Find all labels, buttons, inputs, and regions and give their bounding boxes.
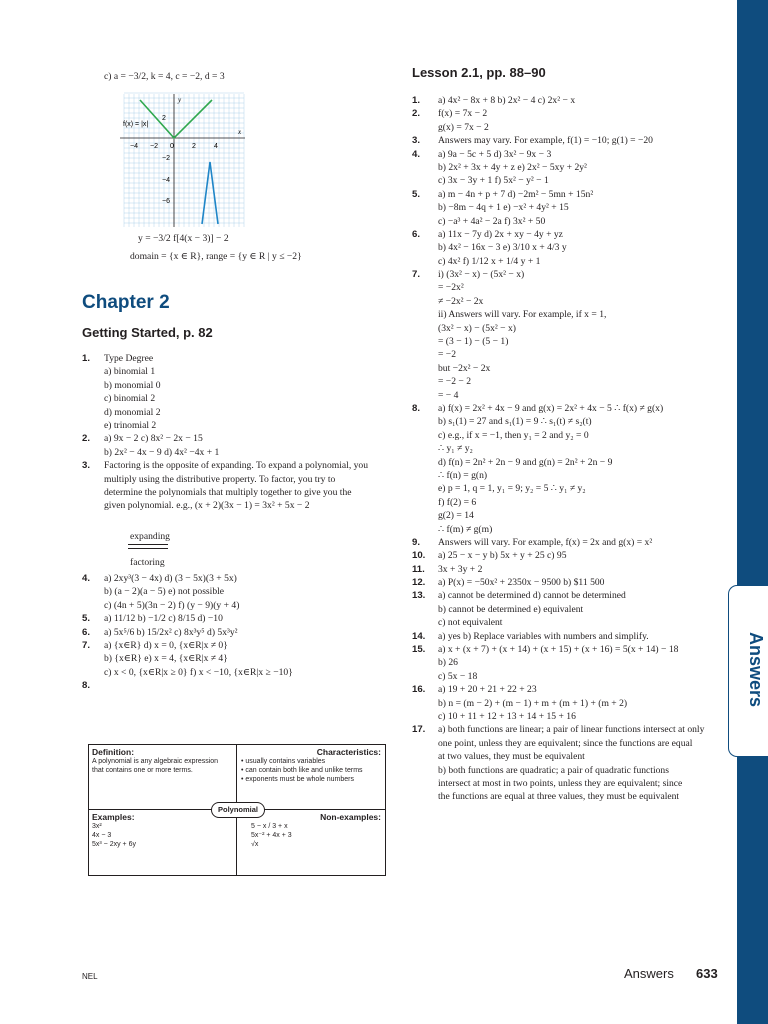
answer-row (412, 362, 732, 375)
answer-text: ∴ y₁ ≠ y₂ (438, 443, 473, 455)
fx-label: f(x) = |x| (123, 121, 149, 128)
question-number: 3. (412, 135, 421, 147)
question-number: 2. (82, 433, 91, 445)
answer-row (412, 375, 732, 388)
answer-text: a) binomial 1 (104, 366, 156, 378)
answer-text: b) {x∈R} e) x = 4, {x∈R|x ≠ 4} (104, 653, 228, 665)
y-axis-label: y (178, 96, 182, 104)
answer-row (82, 612, 392, 625)
answer-row (82, 365, 392, 378)
question-number: 1. (82, 353, 91, 364)
x-tick-label: 4 (214, 143, 218, 150)
answer-text: a) 2xy³(3 − 4x) d) (3 − 5x)(3 + 5x) (104, 573, 237, 584)
answer-row (412, 456, 732, 469)
answer-row (412, 616, 732, 629)
question-number: 7. (412, 269, 421, 281)
answer-row (412, 630, 732, 643)
answer-text: f(x) = 7x − 2 (438, 108, 488, 120)
answer-text: b) −8m − 4q + 1 e) −x² + 4y² + 15 (438, 202, 569, 214)
answer-row (82, 666, 392, 679)
frayer-line: √x (251, 841, 259, 848)
frayer-line: 5x³ − 2xy + 6y (92, 841, 136, 848)
answer-row (412, 496, 732, 509)
answer-row (412, 134, 732, 147)
polynomial-center: Polynomial (211, 802, 265, 818)
answer-row (412, 603, 732, 616)
answer-text: g(2) = 14 (438, 510, 474, 522)
frayer-line: that contains one or more terms. (92, 767, 193, 774)
question-number: 6. (82, 626, 91, 638)
answer-text: e) p = 1, q = 1, y₁ = 9; y₂ = 5 ∴ y₁ ≠ y₂ (438, 483, 586, 495)
answer-text: ii) Answers will vary. For example, if x = 1, (438, 309, 607, 321)
answer-row (412, 576, 732, 589)
characteristics-quadrant (241, 748, 381, 784)
answer-row (412, 148, 732, 161)
answer-row (82, 585, 392, 598)
answer-row (412, 750, 732, 763)
answer-text: a) yes b) Replace variables with numbers and simplify. (438, 630, 649, 642)
question-number: 9. (412, 536, 421, 548)
answer-text: = −2 (438, 349, 457, 361)
question-number: 11. (412, 563, 425, 575)
sidebar-band (737, 0, 768, 1024)
question-number: 7. (82, 639, 91, 651)
answer-text: ∴ f(n) = g(n) (438, 469, 488, 481)
definition-title: Definition: (92, 747, 135, 757)
answer-row (412, 228, 732, 241)
question-number: 8. (412, 402, 421, 414)
answer-row (412, 589, 732, 602)
answer-text: c) binomial 2 (104, 393, 156, 405)
question-number: 10. (412, 550, 426, 562)
question-number: 5. (82, 613, 91, 625)
answer-text: b) s₁(1) = 27 and s₁(1) = 9 ∴ s₁(t) ≠ s₂(t) (438, 416, 592, 428)
answer-text: c) e.g., if x = −1, then y₁ = 2 and y₂ = 0 (438, 429, 589, 441)
answer-text: = (3 − 1) − (5 − 1) (438, 336, 509, 348)
answer-text: Answers may vary. For example, f(1) = −10; g(1) = −20 (438, 135, 653, 147)
answer-row (82, 499, 392, 512)
answer-text: c) (4n + 5)(3n − 2) f) (y − 9)(y + 4) (104, 599, 240, 611)
answer-row (412, 255, 732, 268)
answer-text: g(x) = 7x − 2 (438, 121, 489, 133)
y-tick-label: 2 (162, 115, 166, 122)
answer-text: multiply using the distributive property. To factor, you try to (104, 473, 336, 485)
equation-label: y = −3/2 f[4(x − 3)] − 2 (138, 233, 229, 244)
answer-text: one point, unless they are equivalent; since the functions are equal (438, 737, 693, 749)
answer-text: b) 26 (438, 657, 458, 669)
answer-text: c) 10 + 11 + 12 + 13 + 14 + 15 + 16 (438, 710, 576, 722)
answer-text: b) 4x² − 16x − 3 e) 3/10 x + 4/3 y (438, 242, 567, 254)
answer-row (412, 201, 732, 214)
answer-row (82, 639, 392, 652)
answer-row (82, 473, 392, 486)
answer-row (412, 549, 732, 562)
answer-text: a) 5x⁵/6 b) 15/2x² c) 8x³y⁵ d) 5x³y² (104, 626, 238, 638)
frayer-model (88, 744, 386, 876)
answer-text: c) x < 0, {x∈R|x ≥ 0} f) x < −10, {x∈R|x ≥ −10} (104, 666, 293, 678)
question-number: 5. (412, 188, 421, 200)
answer-row (412, 215, 732, 228)
non-examples-quadrant (241, 813, 381, 849)
factoring-text: factoring (130, 557, 165, 568)
answer-text: b) (a − 2)(a − 5) e) not possible (104, 586, 225, 598)
answer-row (412, 107, 732, 120)
chapter-title: Chapter 2 (82, 292, 170, 313)
answer-row (412, 683, 732, 696)
answer-text: (3x² − x) − (5x² − x) (438, 322, 516, 334)
answer-text: b) both functions are quadratic; a pair of quadratic functions (438, 764, 669, 776)
answer-row (412, 482, 732, 495)
answer-text: a) 4x² − 8x + 8 b) 2x² − 4 c) 2x² − x (438, 95, 576, 106)
frayer-line: 3x² (92, 823, 102, 830)
answer-text: ≠ −2x² − 2x (438, 295, 484, 307)
answer-row (412, 335, 732, 348)
frayer-line: • usually contains variables (241, 758, 326, 765)
x-tick-label: 2 (192, 143, 196, 150)
x-tick-label: −4 (130, 143, 138, 150)
answer-text: given polynomial. e.g., (x + 2)(3x − 1) = 3x² + 5x − 2 (104, 500, 310, 512)
answer-row (412, 723, 732, 736)
answer-text: ∴ f(m) ≠ g(m) (438, 523, 493, 535)
answer-text: c) a = −3/2, k = 4, c = −2, d = 3 (104, 71, 225, 82)
question-number: 3. (82, 460, 91, 472)
answer-text: a) m − 4n + p + 7 d) −2m² − 5mn + 15n² (438, 188, 594, 200)
lesson-answers-list (412, 94, 732, 804)
answer-row (412, 348, 732, 361)
answer-row (412, 536, 732, 549)
answer-text: a) 9x − 2 c) 8x² − 2x − 15 (104, 433, 203, 445)
footer-page-number: 633 (696, 966, 718, 981)
answer-row (82, 419, 392, 432)
answer-text: a) 9a − 5c + 5 d) 3x² − 9x − 3 (438, 148, 552, 160)
answer-text: a) both functions are linear; a pair of linear functions intersect at only (438, 724, 705, 736)
answer-row (412, 241, 732, 254)
answer-row (82, 679, 392, 692)
answer-text: the functions are equal at three values, they must be equivalent (438, 791, 680, 803)
footer-nel: NEL (82, 972, 98, 981)
answer-row (82, 432, 392, 445)
answer-row (82, 352, 392, 365)
frayer-line: 4x − 3 (92, 832, 112, 839)
answer-text: but −2x² − 2x (438, 362, 491, 374)
answer-text: d) f(n) = 2n² + 2n − 9 and g(n) = 2n² + 2n − 9 (438, 456, 613, 468)
x-axis-label: x (238, 128, 242, 136)
question-number: 14. (412, 630, 426, 642)
answer-text: c) 5x − 18 (438, 670, 478, 682)
question-number: 12. (412, 577, 426, 589)
answer-row (412, 389, 732, 402)
question-number: 6. (412, 228, 421, 240)
question-number: 8. (82, 680, 91, 692)
characteristics-title: Characteristics: (316, 747, 381, 757)
answer-text: determine the polynomials that multiply together to give you the (104, 486, 352, 498)
answer-text: b) cannot be determined e) equivalent (438, 603, 584, 615)
answer-row (412, 161, 732, 174)
answer-row (412, 174, 732, 187)
answer-row (412, 509, 732, 522)
answer-row (82, 572, 392, 585)
answer-text: a) P(x) = −50x² + 2350x − 9500 b) $11 500 (438, 577, 605, 589)
answer-text: d) monomial 2 (104, 406, 161, 418)
answer-text: = −2x² (438, 282, 464, 294)
answer-text: b) n = (m − 2) + (m − 1) + m + (m + 1) + (m + 2) (438, 697, 628, 709)
question-number: 1. (412, 95, 421, 106)
answer-row (412, 563, 732, 576)
question-number: 16. (412, 684, 426, 696)
getting-started-list-2 (82, 572, 392, 693)
answer-row (412, 429, 732, 442)
answer-row (412, 523, 732, 536)
answer-text: intersect at most in two points, unless they are equivalent; since (438, 777, 683, 789)
graph-equation (138, 232, 229, 245)
expanding-text: expanding (130, 531, 170, 542)
question-number: 2. (412, 108, 421, 120)
answer-row (412, 121, 732, 134)
y-tick-label: −4 (162, 177, 170, 184)
answer-row (82, 486, 392, 499)
question-number: 4. (412, 148, 421, 160)
answer-row (412, 442, 732, 455)
answer-text: = −2 − 2 (438, 376, 472, 388)
answer-row (412, 281, 732, 294)
answer-text: Type Degree (104, 353, 154, 364)
answer-text: a) 11x − 7y d) 2x + xy − 4y + yz (438, 228, 563, 240)
answer-text: Answers will vary. For example, f(x) = 2x and g(x) = x² (438, 536, 653, 548)
answer-row (412, 268, 732, 281)
answer-row (412, 308, 732, 321)
answer-text: c) 3x − 3y + 1 f) 5x² − y² − 1 (438, 175, 549, 187)
answer-row (82, 459, 392, 472)
answer-row (412, 790, 732, 803)
answer-row (412, 670, 732, 683)
factoring-label (130, 556, 165, 569)
answer-text: b) monomial 0 (104, 379, 161, 391)
answer-text: a) cannot be determined d) cannot be determined (438, 590, 626, 602)
domain-text: domain = {x ∈ R}, range = {y ∈ R | y ≤ −2} (130, 251, 302, 262)
answer-text: a) x + (x + 7) + (x + 14) + (x + 15) + (x + 16) = 5(x + 14) − 18 (438, 644, 679, 656)
frayer-line: 5 − x / 3 + x (251, 823, 288, 830)
answer-row (412, 710, 732, 723)
domain-range (130, 250, 302, 263)
x-tick-label: −2 (150, 143, 158, 150)
answer-row (82, 652, 392, 665)
answer-row (412, 777, 732, 790)
answer-row (82, 379, 392, 392)
question-number: 4. (82, 573, 91, 584)
answer-row (412, 295, 732, 308)
non-examples-title: Non-examples: (320, 812, 381, 822)
answer-row (82, 626, 392, 639)
definition-quadrant (92, 748, 232, 775)
footer-section: Answers (624, 966, 674, 981)
left-arrow-icon (128, 548, 168, 549)
answer-text: a) 11/12 b) −1/2 c) 8/15 d) −10 (104, 613, 223, 625)
answer-text: c) 4x² f) 1/12 x + 1/4 y + 1 (438, 255, 541, 267)
answer-row (82, 446, 392, 459)
answer-text: 3x + 3y + 2 (438, 563, 483, 575)
prev-answer-c (82, 70, 392, 83)
answer-text: Factoring is the opposite of expanding. To expand a polynomial, you (104, 460, 369, 472)
y-tick-label: −2 (162, 155, 170, 162)
right-arrow-icon (128, 538, 168, 545)
answer-text: a) {x∈R} d) x = 0, {x∈R|x ≠ 0} (104, 639, 228, 651)
answer-row (412, 697, 732, 710)
answer-text: b) 2x² + 3x + 4y + z e) 2x² − 5xy + 2y² (438, 161, 587, 173)
answer-row (412, 402, 732, 415)
answer-text: a) 25 − x − y b) 5x + y + 25 c) 95 (438, 550, 567, 562)
answer-text: f) f(2) = 6 (438, 496, 477, 508)
lesson-heading: Lesson 2.1, pp. 88–90 (412, 65, 546, 80)
question-number: 13. (412, 590, 426, 602)
answer-row (412, 737, 732, 750)
answer-row (82, 599, 392, 612)
fx-abs-curve (140, 100, 212, 138)
answer-text: c) −a³ + 4a² − 2a f) 3x² + 50 (438, 215, 546, 227)
answer-text: = − 4 (438, 389, 459, 401)
answer-row (412, 643, 732, 656)
section-tab-label: Answers (746, 632, 766, 708)
frayer-line: • can contain both like and unlike terms (241, 767, 363, 774)
question-number: 17. (412, 724, 426, 736)
frayer-line: • exponents must be whole numbers (241, 776, 354, 783)
answer-text: a) f(x) = 2x² + 4x − 9 and g(x) = 2x² + 4x − 5 ∴ f(x) ≠ g(x) (438, 402, 664, 414)
answer-row (412, 94, 732, 107)
frayer-line: A polynomial is any algebraic expression (92, 758, 219, 765)
examples-title: Examples: (92, 812, 135, 822)
question-number: 15. (412, 644, 426, 656)
answer-row (82, 392, 392, 405)
answer-row (412, 656, 732, 669)
answer-row (412, 188, 732, 201)
answer-text: at two values, they must be equivalent (438, 751, 585, 763)
y-tick-label: −6 (162, 198, 170, 205)
section-heading: Getting Started, p. 82 (82, 325, 213, 340)
answer-text: c) not equivalent (438, 617, 503, 629)
x-tick-label: 0 (170, 143, 174, 150)
answer-text: b) 2x² − 4x − 9 d) 4x² −4x + 1 (104, 446, 220, 458)
getting-started-list-1 (82, 352, 392, 513)
answer-row (412, 764, 732, 777)
answer-row (412, 322, 732, 335)
answer-row (412, 469, 732, 482)
frayer-line: 5x⁻² + 4x + 3 (251, 832, 292, 839)
graph-figure (120, 92, 250, 232)
answer-text: e) trinomial 2 (104, 419, 157, 431)
answer-text: i) (3x² − x) − (5x² − x) (438, 269, 525, 281)
answer-row (82, 406, 392, 419)
answer-text: a) 19 + 20 + 21 + 22 + 23 (438, 684, 537, 696)
examples-quadrant (92, 813, 232, 849)
answer-row (412, 415, 732, 428)
